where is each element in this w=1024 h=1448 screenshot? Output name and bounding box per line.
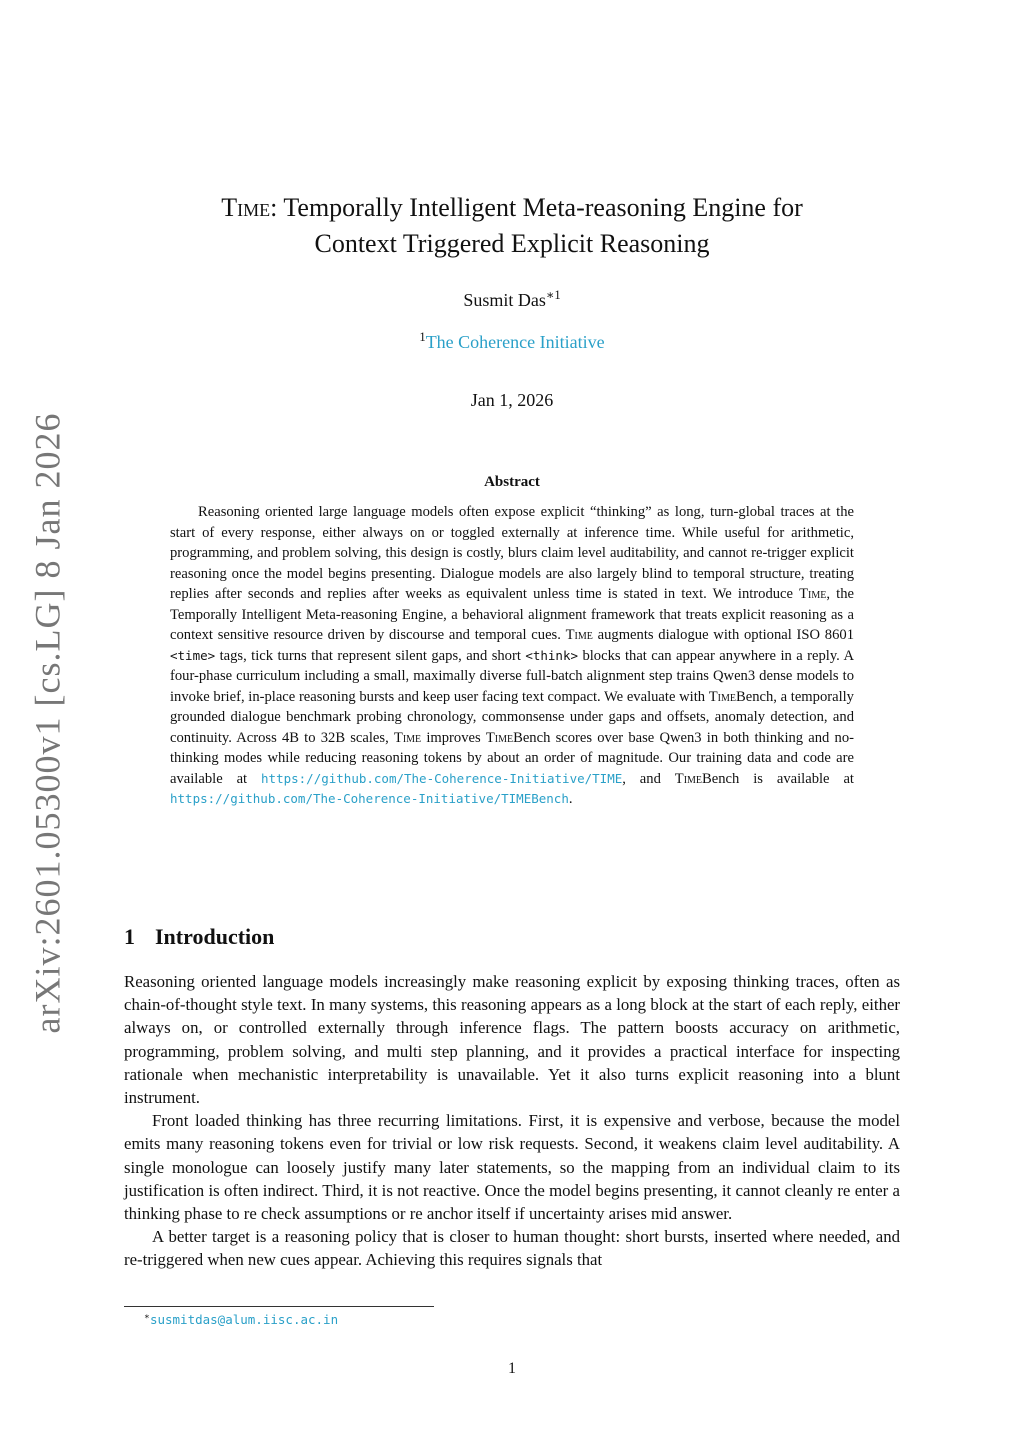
benchmark-name-rest: Bench [513, 729, 551, 746]
title-line-2: Context Triggered Explicit Reasoning [314, 229, 710, 258]
footnote [144, 1311, 338, 1328]
abstract-text: tags, tick turns that represent silent gaps, and short [215, 647, 526, 664]
section-title: Introduction [155, 924, 275, 949]
benchmark-name-sc: Time [485, 729, 514, 746]
benchmark-name-rest: Bench [735, 688, 774, 705]
footnote-divider [124, 1306, 434, 1307]
think-tag-code: <think> [525, 647, 579, 663]
code-repo-link[interactable]: https://github.com/The-Coherence-Initiative/TIME [261, 770, 623, 786]
abstract-text: , and [622, 770, 675, 787]
footnote-mark: ∗ [144, 1311, 150, 1321]
abstract-text: scores over base Qwen3 in both thinking and no-thinking modes while reducing reasoning tokens by about an order of magnitude. Our training data and code are available at [170, 729, 854, 787]
acronym-time: Time [799, 586, 827, 602]
affiliation-link[interactable]: The Coherence Initiative [425, 332, 605, 352]
page-number: 1 [508, 1360, 516, 1377]
abstract-text: is available at [739, 770, 854, 787]
author-marks: ∗1 [545, 288, 561, 302]
footnote-email-link[interactable]: susmitdas@alum.iisc.ac.in [149, 1312, 339, 1328]
paper-date: Jan 1, 2026 [470, 390, 554, 410]
intro-paragraph-2: Front loaded thinking has three recurring limitations. First, it is expensive and verbose, because the model emits many reasoning tokens even for trivial or low risk requests. Second, it weakens claim level auditability. A single monologue can loosely justify many later statements, so the mapping from an individual claim to its justification is often indirect. Third, it is not reactive. Once the model begins presenting, it cannot cleanly re enter a thinking phase to re check assumptions or re anchor itself if uncertainty arises mid answer. [124, 1111, 900, 1224]
affiliation-mark: 1 [419, 330, 426, 344]
title-acronym: Time [221, 193, 271, 222]
intro-paragraph-3: A better target is a reasoning policy that is closer to human thought: short bursts, inserted where needed, and re-triggered when new cues appear. Achieving this requires signals that [124, 1227, 900, 1270]
section-number: 1 [124, 924, 135, 949]
arxiv-sidebar-stamp [8, 412, 86, 1034]
abstract-text: improves [421, 729, 486, 746]
abstract-text: , the Temporally Intelligent Meta-reasoning Engine, a behavioral alignment framework that treats explicit reasoning as a context sensitive resource driven by discourse and temporal cues. [170, 586, 854, 643]
title-line-1: : Temporally Intelligent Meta-reasoning Engine for [270, 193, 803, 222]
author-line [120, 287, 904, 311]
abstract-text: blocks that can appear anywhere in a reply. A four-phase curriculum including a small, maximally diverse full-batch alignment step trains Qwen3 dense models to invoke brief, in-place reasoning bursts and keep user facing text compact. We evaluate with [170, 647, 854, 705]
benchmark-repo-link[interactable]: https://github.com/The-Coherence-Initiative/TIMEBench [170, 791, 569, 806]
abstract-heading: Abstract [484, 474, 540, 490]
abstract-text: Reasoning oriented large language models often expose explicit “thinking” as long, turn-global traces at the start of every response, either always on or toggled externally at inference time. While useful for arithmetic, programming, and problem solving, this design is costly, blurs claim level auditability, and cannot re-trigger explicit reasoning once the model begins presenting. Dialogue models are also largely blind to temporal structure, treating replies after seconds and replies after weeks as equivalent unless time is stated in text. We introduce [170, 504, 854, 602]
benchmark-name-sc: Time [674, 770, 703, 787]
affiliation-line [120, 330, 904, 353]
abstract-text: . [568, 791, 573, 807]
intro-paragraph-1: Reasoning oriented language models increasingly make reasoning explicit by exposing thinking traces, often as chain-of-thought style text. In many systems, this reasoning appears as a long block at the start of each reply, either always on, or controlled externally through inference flags. The pattern boosts accuracy on arithmetic, programming, problem solving, and multi step planning, and it provides a practical interface for inspecting rationale when mechanistic interpretability is unavailable. Yet it also turns explicit reasoning into a blunt instrument. [124, 972, 900, 1108]
benchmark-name-sc: Time [708, 688, 736, 705]
acronym-time: Time [393, 729, 422, 746]
arxiv-identifier: arXiv:2601.05300v1 [cs.LG] 8 Jan 2026 [27, 412, 68, 1034]
benchmark-name-rest: Bench [702, 770, 740, 787]
paper-title [120, 190, 904, 262]
author-name: Susmit Das [463, 290, 546, 310]
time-tag-code: <time> [170, 647, 216, 663]
introduction-body [124, 970, 900, 1272]
abstract-body [170, 502, 854, 810]
abstract-text: , a temporally grounded dialogue benchmark probing chronology, commonsense under gaps and offsets, anomaly detection, and continuity. Across 4B to 32B scales, [170, 688, 854, 746]
section-heading-introduction [124, 924, 274, 950]
abstract-text: augments dialogue with optional ISO 8601 [592, 627, 854, 643]
acronym-time: Time [565, 627, 593, 643]
